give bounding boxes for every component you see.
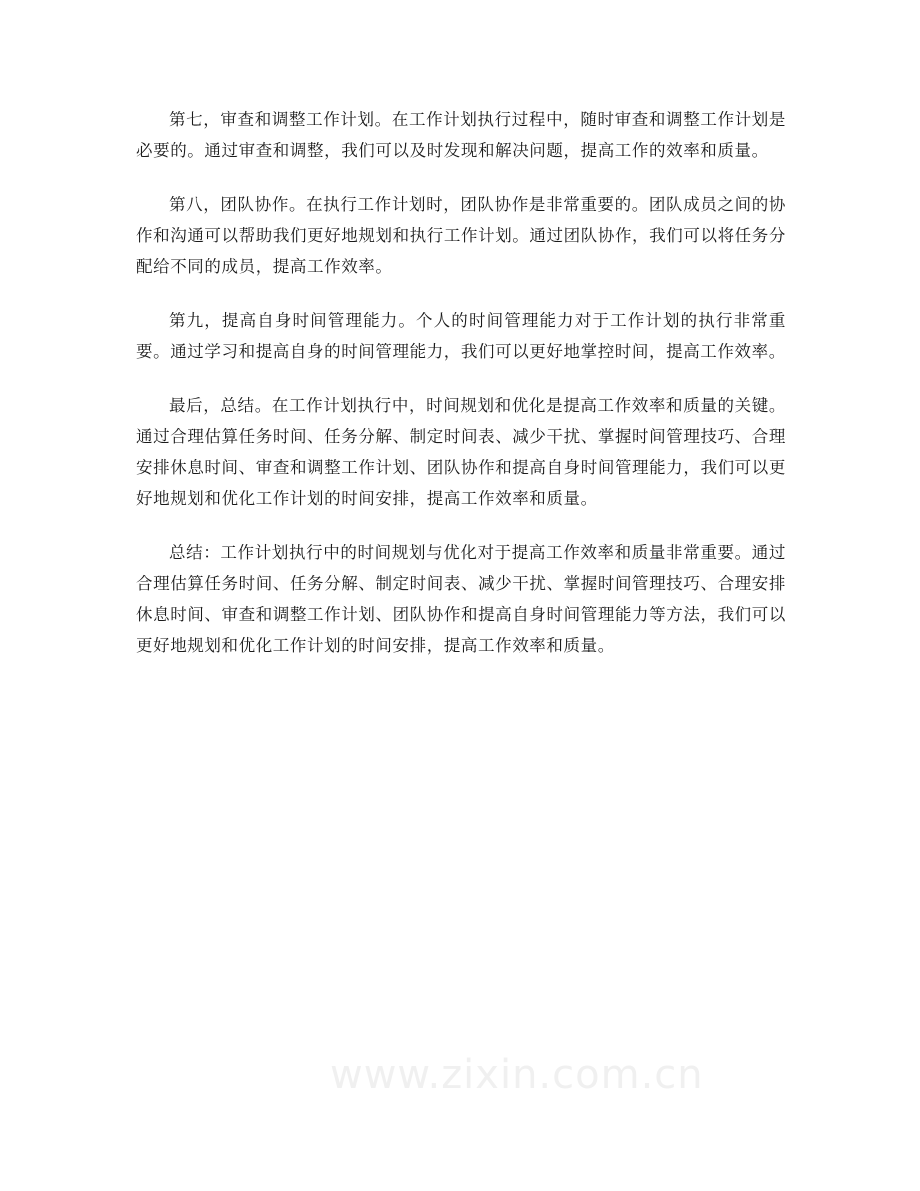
paragraph-seventh: 第七，审查和调整工作计划。在工作计划执行过程中，随时审查和调整工作计划是必要的。通过审查和调整，我们可以及时发现和解决问题，提高工作的效率和质量。 [136,110,786,160]
document-body [136,104,786,684]
paragraph-summary: 总结：工作计划执行中的时间规划与优化对于提高工作效率和质量非常重要。通过合理估算任务时间、任务分解、制定时间表、减少干扰、掌握时间管理技巧、合理安排休息时间、审查和调整工作计划、团队协作和提高自身时间管理能力等方法，我们可以更好地规划和优化工作计划的时间安排，提高工作效率和质量。 [136,543,786,655]
paragraph-eighth: 第八，团队协作。在执行工作计划时，团队协作是非常重要的。团队成员之间的协作和沟通可以帮助我们更好地规划和执行工作计划。通过团队协作，我们可以将任务分配给不同的成员，提高工作效率。 [136,195,786,276]
paragraph-finally: 最后，总结。在工作计划执行中，时间规划和优化是提高工作效率和质量的关键。通过合理估算任务时间、任务分解、制定时间表、减少干扰、掌握时间管理技巧、合理安排休息时间、审查和调整工作计划、团队协作和提高自身时间管理能力，我们可以更好地规划和优化工作计划的时间安排，提高工作效率和质量。 [136,396,786,508]
watermark: www.zixin.com.cn [330,1052,704,1098]
paragraph-ninth: 第九，提高自身时间管理能力。个人的时间管理能力对于工作计划的执行非常重要。通过学习和提高自身的时间管理能力，我们可以更好地掌控时间，提高工作效率。 [136,311,786,361]
